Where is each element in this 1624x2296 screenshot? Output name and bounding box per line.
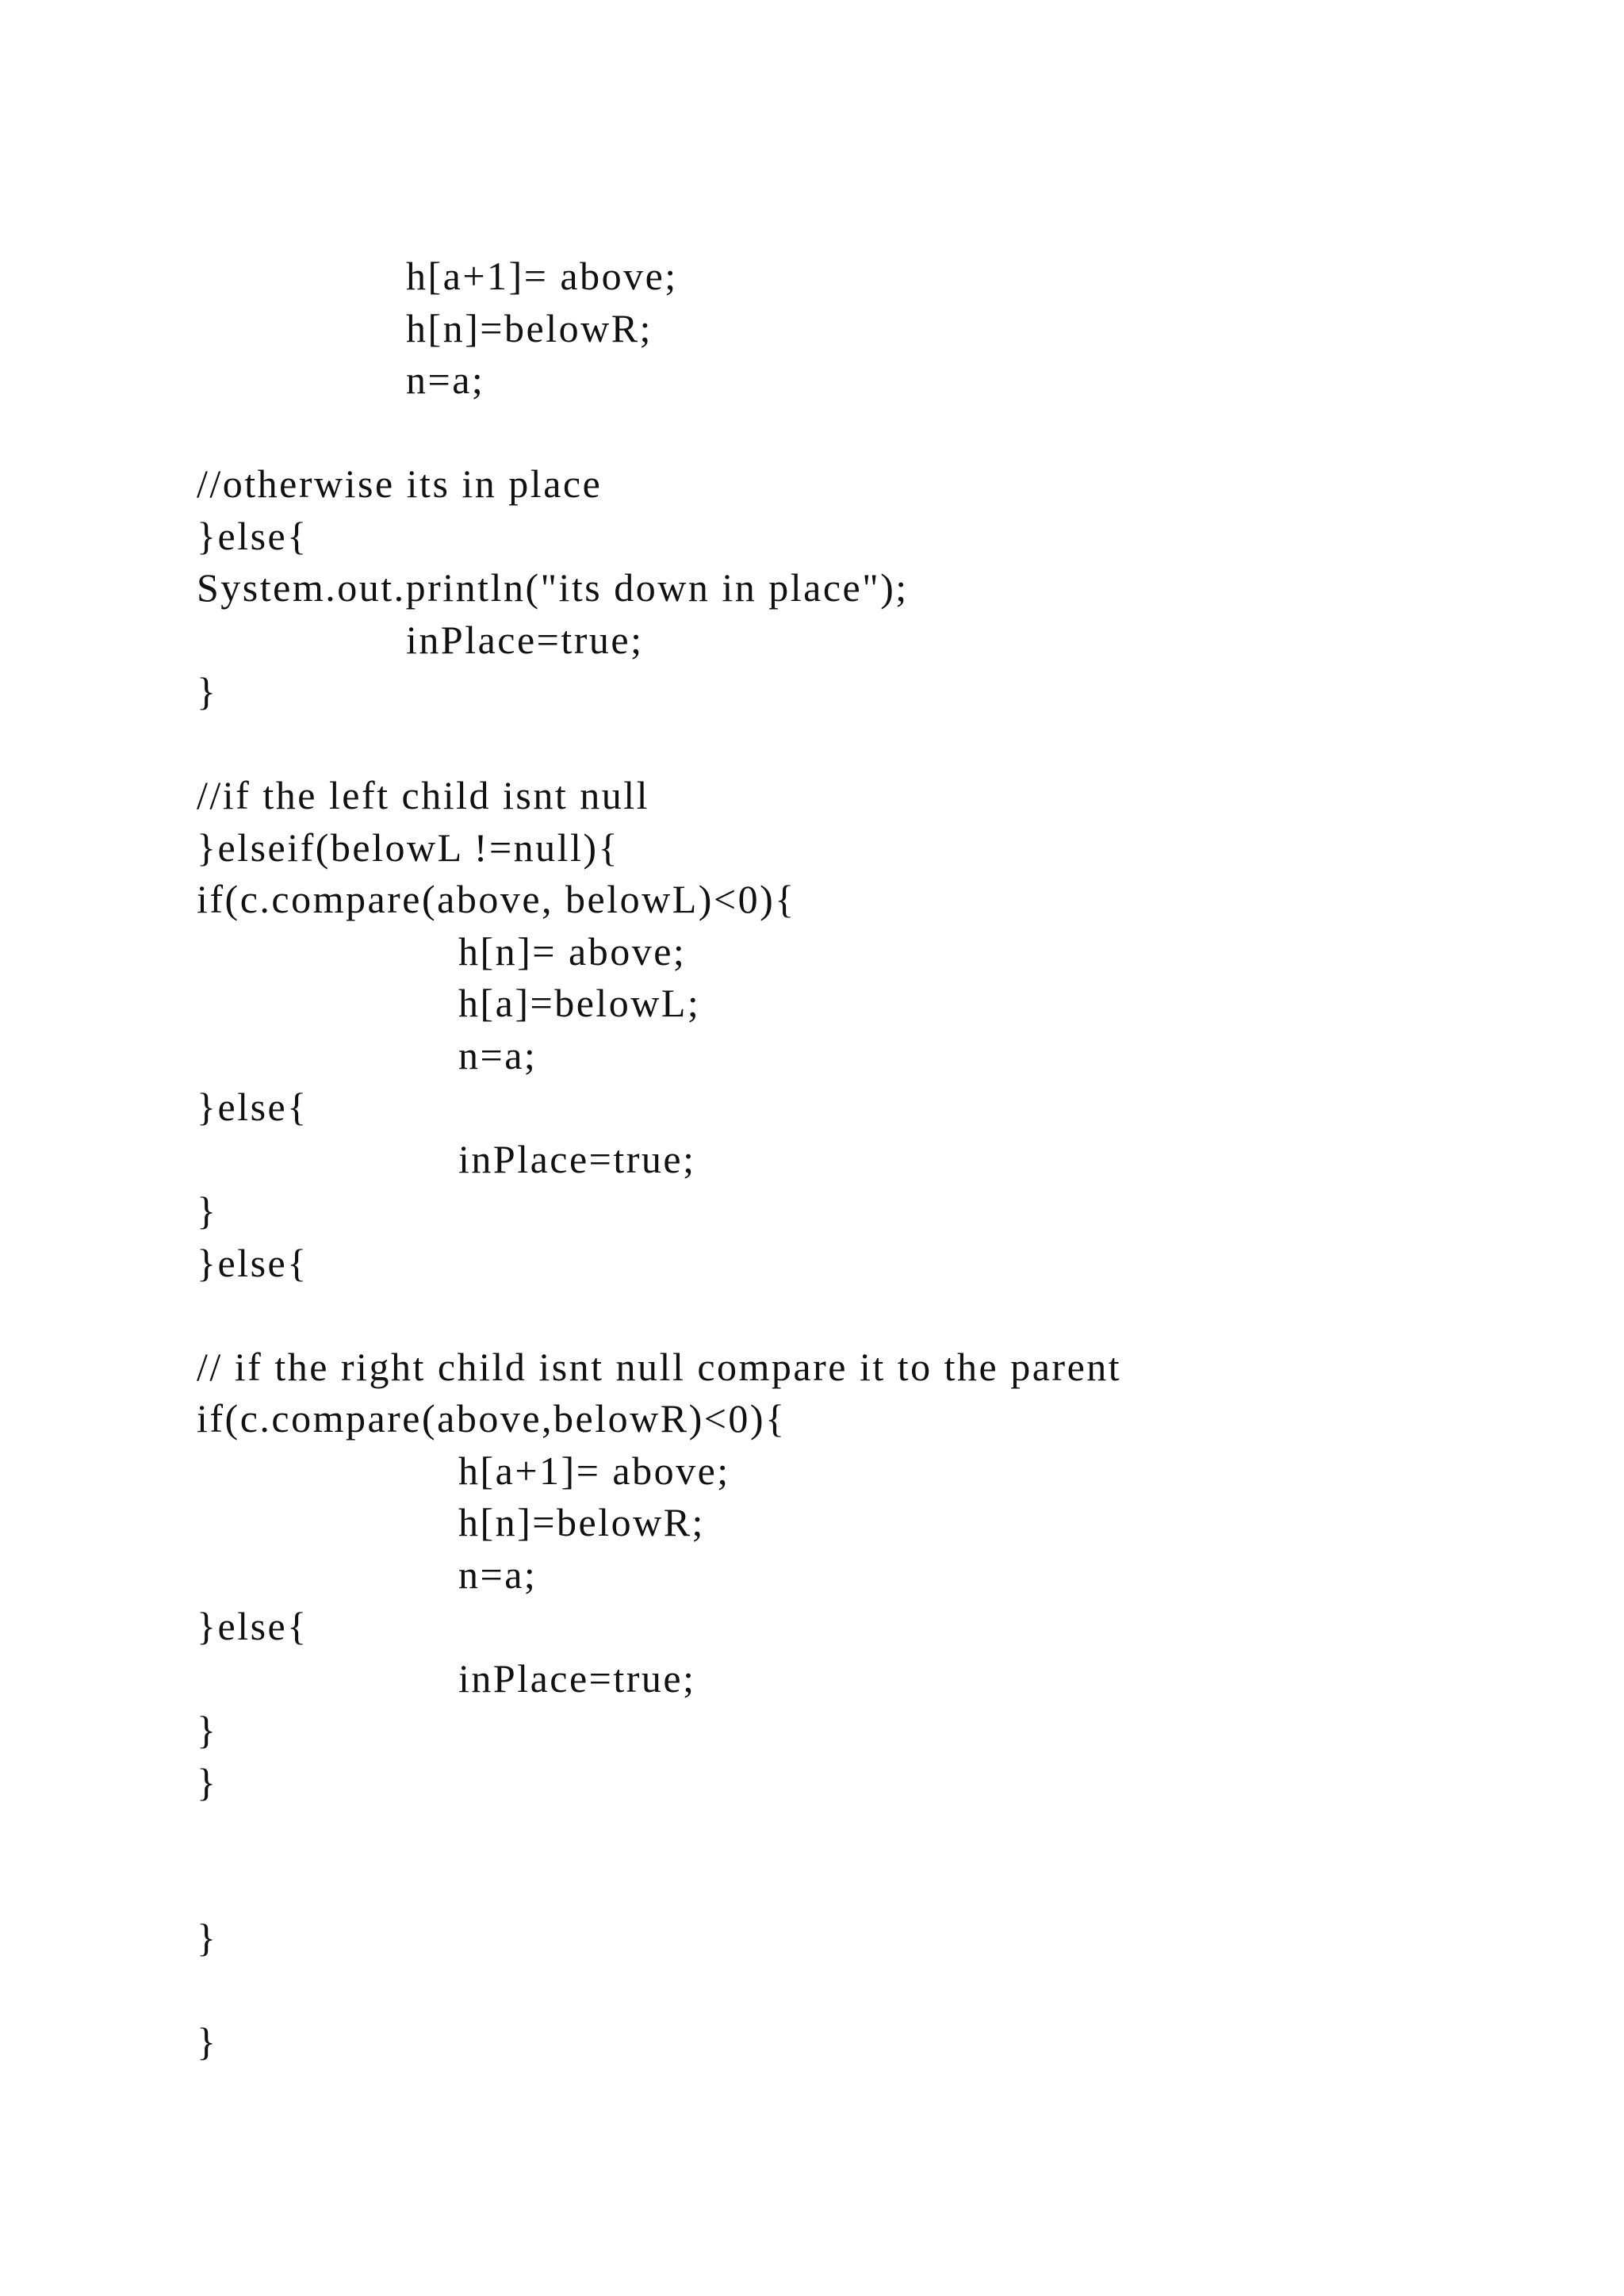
code-line: n=a;: [458, 1032, 538, 1077]
code-line: }: [197, 1915, 218, 1960]
code-line: h[a+1]= above;: [458, 1448, 730, 1493]
code-line: h[n]=belowR;: [406, 305, 653, 350]
code-line: }: [197, 1708, 218, 1752]
code-line: System.out.println("its down in place");: [197, 565, 909, 610]
code-block: [197, 251, 1545, 2068]
blank-line: [197, 1861, 1545, 1913]
code-comment: //otherwise its in place: [197, 461, 603, 506]
code-line: }: [197, 1188, 218, 1233]
blank-line: [197, 1289, 1545, 1341]
blank-line: [197, 718, 1545, 771]
code-line: n=a;: [406, 358, 485, 402]
code-line: h[a+1]= above;: [406, 254, 678, 298]
code-line: if(c.compare(above, belowL)<0){: [197, 877, 796, 921]
code-line: }: [197, 2019, 218, 2064]
code-line: }else{: [197, 1085, 308, 1129]
code-comment: // if the right child isnt null compare it to the parent: [197, 1344, 1122, 1389]
code-line: }: [197, 1759, 218, 1804]
code-line: n=a;: [458, 1552, 538, 1597]
blank-line: [197, 1965, 1545, 2017]
code-line: inPlace=true;: [406, 617, 644, 662]
code-line: }elseif(belowL !=null){: [197, 825, 620, 870]
code-line: }else{: [197, 1240, 308, 1285]
code-line: inPlace=true;: [458, 1136, 696, 1181]
code-line: h[n]=belowR;: [458, 1500, 705, 1544]
code-line: h[a]=belowL;: [458, 981, 701, 1025]
code-line: inPlace=true;: [458, 1655, 696, 1701]
code-line: }else{: [197, 513, 308, 558]
code-line: if(c.compare(above,belowR)<0){: [197, 1396, 787, 1441]
code-line: h[n]= above;: [458, 928, 687, 974]
code-line: }else{: [197, 1604, 308, 1648]
blank-line: [197, 1808, 1545, 1861]
blank-line: [197, 407, 1545, 459]
code-line: }: [197, 669, 218, 714]
code-comment: //if the left child isnt null: [197, 773, 650, 817]
